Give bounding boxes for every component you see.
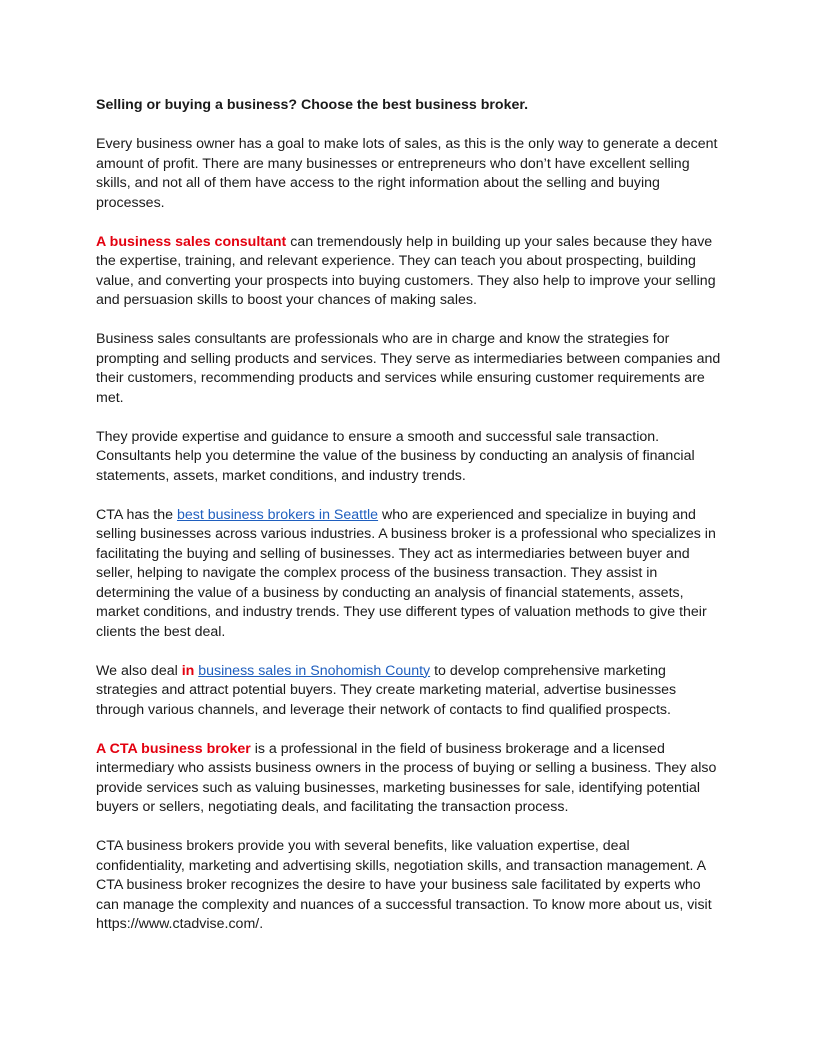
paragraph-intro: Every business owner has a goal to make lots of sales, as this is the only way to generate a decent amount of profit. There are many businesses or entrepreneurs who don’t have excellent selling skills, and not all of them have access to the right information about the selling and buying processes.	[96, 136, 718, 211]
paragraph-text: to develop comprehensive marketing strategies and attract potential buyers. They create marketing material, advertise businesses through various channels, and leverage their network of contacts to find qualified prospects.	[96, 662, 677, 718]
paragraph-expertise: They provide expertise and guidance to ensure a smooth and successful sale transaction. Consultants help you determine the value of the business by conducting an analysis of financial statements, assets, market conditions, and industry trends.	[96, 428, 695, 484]
paragraph-consultants-role: Business sales consultants are professionals who are in charge and know the strategies for prompting and selling products and services. They serve as intermediaries between companies and their customers, recommending products and services while ensuring customer requirements are met.	[96, 331, 721, 406]
highlight-in: in	[181, 662, 195, 679]
highlight-business-sales-consultant: A business sales consultant	[96, 233, 287, 250]
paragraph-text: can tremendously help in building up your sales because they have the expertise, training, and relevant experience. They can teach you about prospecting, building value, and converting your prospects into buying customers. They also help to improve your selling and persuasion skills to boost your chances of making sales.	[96, 233, 716, 308]
highlight-cta-business-broker: A CTA business broker	[96, 740, 251, 757]
paragraph-cta-brokers	[96, 506, 722, 643]
link-best-business-brokers-seattle[interactable]: best business brokers in Seattle	[176, 506, 379, 523]
paragraph-benefits: CTA business brokers provide you with several benefits, like valuation expertise, deal confidentiality, marketing and advertising skills, negotiation skills, and transaction management. A CTA business broker recognizes the desire to have your business sale facilitated by experts who can manage the complexity and nuances of a successful transaction. To know more about us, visit https://www.ctadvise.com/.	[96, 838, 712, 932]
paragraph-text: is a professional in the field of business brokerage and a licensed intermediary who assists business owners in the process of buying or selling a business. They also provide services such as valuing businesses, marketing businesses for sale, identifying potential buyers or sellers, negotiating deals, and facilitating the transaction process.	[96, 740, 717, 815]
paragraph-text: CTA has the	[96, 506, 177, 523]
paragraph-cta-business-broker	[96, 740, 722, 818]
paragraph-snohomish	[96, 662, 722, 721]
paragraph-sales-consultant	[96, 233, 722, 311]
link-business-sales-snohomish-county[interactable]: business sales in Snohomish County	[198, 662, 431, 679]
paragraph-text: We also deal	[96, 662, 182, 679]
paragraph-text: who are experienced and specialize in buying and selling businesses across various industries. A business broker is a professional who specializes in facilitating the buying and selling of businesses. They act as intermediaries between buyer and seller, helping to navigate the complex process of the business transaction. They assist in determining the value of a business by conducting an analysis of financial statements, assets, market conditions, and industry trends. They use different types of valuation methods to give their clients the best deal.	[96, 506, 716, 640]
document-title: Selling or buying a business? Choose the best business broker.	[96, 97, 529, 113]
document-page	[96, 96, 722, 954]
